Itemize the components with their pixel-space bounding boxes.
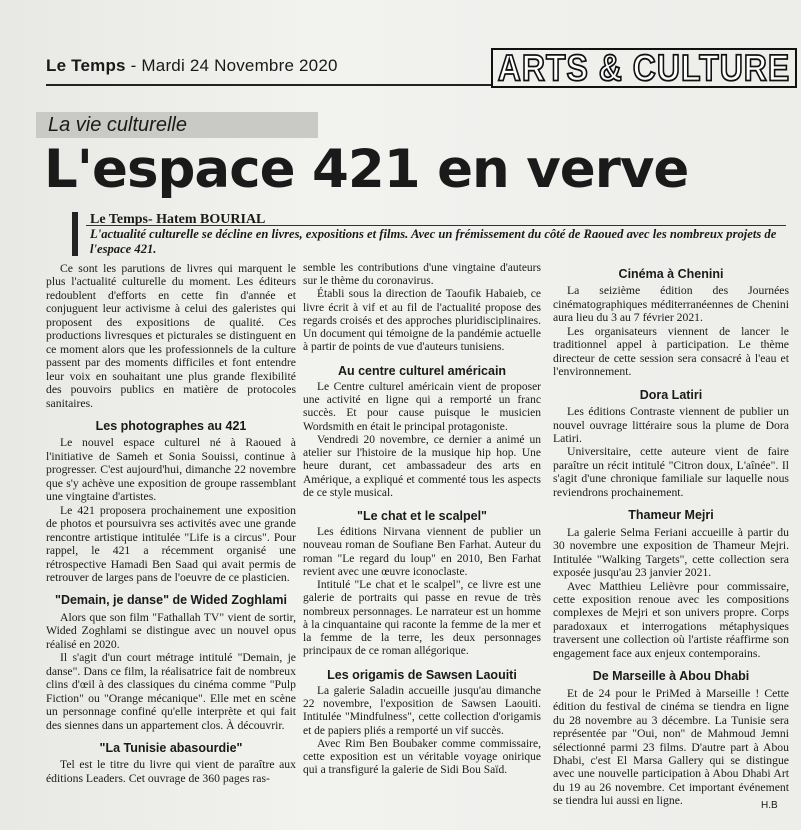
issue-date: - Mardi 24 Novembre 2020: [130, 56, 338, 75]
masthead: [46, 56, 338, 76]
section-banner: [491, 48, 797, 88]
paragraph: Ce sont les parutions de livres qui marquent le plus l'actualité culturelle du moment. Les éditeurs redoublent d'efforts en cette fin d'année et conjuguent leur activisme à celui des galeristes qui proposent des expositions de qualité. Ces productions livresques et picturales se distinguent en ce moment alors que les professionnels de la culture passent par des moments difficiles et font entendre leur voix en souhaitant une plus grande flexibilité des pouvoirs publics en matière de protocoles sanitaires.: [46, 262, 296, 410]
paragraph: Avec Matthieu Lelièvre pour commissaire, cette exposition renoue avec les compositions complexes de Mejri et son univers propre. Corps paradoxaux et interrogations métaphysiques traversent une collection où l'artiste réaffirme son engagement face aux enjeux contemporains.: [553, 579, 789, 660]
paragraph: Et de 24 pour le PriMed à Marseille ! Cette édition du festival de cinéma se tiendra en ligne du 28 novembre au 3 décembre. La Tunisie sera représentée par "Oui, non" de Mahmoud Jemni sélectionné parmi 23 films. D'autre part à Abou Dhabi, c'est El Marsa Gallery qui se distingue avec une nouvelle participation à Abou Dhabi Art du 19 au 26 novembre. Cet important événement se tiendra lui aussi en ligne.: [553, 686, 789, 808]
paragraph: Établi sous la direction de Taoufik Habaieb, ce livre écrit à vif et au fil de l'actualité propose des regards croisés et des approches pluridisciplinaires. Un document qui témoigne de la pandémie actuelle à partir de points de vue d'auteurs tunisiens.: [303, 288, 541, 354]
paragraph: Universitaire, cette auteure vient de faire paraître un récit intitulé "Citron doux, L'aînée". Il s'agit d'une chronique familiale sur laquelle nous reviendrons prochainement.: [553, 445, 789, 499]
paragraph: Le nouvel espace culturel né à Raoued à l'initiative de Sameh et Sonia Souissi, continue à progresser. C'est aujourd'hui, dimanche 22 novembre que s'y achève une exposition de groupe rassemblant une vingtaine d'artistes.: [46, 436, 296, 504]
subheading: De Marseille à Abou Dhabi: [592, 669, 750, 684]
subheading: "Le chat et le scalpel": [357, 508, 487, 523]
paragraph: Avec Rim Ben Boubaker comme commissaire, cette exposition est un véritable voyage onirique qui a transfiguré la galerie de Sidi Bou Saïd.: [303, 737, 541, 777]
signoff: H.B: [761, 800, 778, 811]
paragraph: Intitulé "Le chat et le scalpel", ce livre est une galerie de portraits qui passe en revue de très nombreux personnages. Le narrateur est un homme à la cinquantaine qui raconte la femme de la mer et la femme de la terre, les deux personnages principaux de ce roman allégorique.: [303, 579, 541, 658]
subheading: Les photographes au 421: [95, 418, 247, 433]
paragraph: Le 421 proposera prochainement une exposition de photos et poursuivra ses activités avec une grande rencontre artistique intitulée "Life is a circus". Pour rappel, le 421 a récemment organisé une rétrospective Hamadi Ben Saad qui avait permis de retrouver de larges pans de l'oeuvre de ce plasticien.: [46, 503, 296, 584]
subheading: Cinéma à Chenini: [618, 267, 724, 281]
headline: L'espace 421 en verve: [44, 139, 689, 200]
paragraph: Tel est le titre du livre qui vient de paraître aux éditions Leaders. Cet ouvrage de 360 pages ras-: [46, 758, 296, 785]
subheading: Les origamis de Sawsen Laouiti: [327, 667, 517, 682]
subheading: Au centre culturel américain: [337, 363, 507, 378]
subheading: "Demain, je danse" de Wided Zoghlami: [55, 593, 287, 608]
paragraph: La galerie Saladin accueille jusqu'au dimanche 22 novembre, l'exposition de Sawsen Laouiti. Intitulée "Mindfulness", cette collection d'origamis et de papiers pliés a remporté un vif succès.: [303, 684, 541, 737]
paragraph: Les éditions Nirvana viennent de publier un nouveau roman de Soufiane Ben Farhat. Auteur du roman "Le regard du loup" en 2010, Ben Farhat revient avec une œuvre iconoclaste.: [303, 526, 541, 578]
paragraph: Il s'agit d'un court métrage intitulé "Demain, je danse". Dans ce film, la réalisatrice fait de nombreux clins d'œil à des classiques du cinéma comme "Pulp Fiction" ou "Orange mécanique". Elle met en scène un personnage confiné qu'elle interprète et qui fait des siennes dans un appartement clos. À découvrir.: [46, 651, 296, 732]
lead-paragraph: L'actualité culturelle se décline en livres, expositions et films. Avec un frémissement du côté de Raoued avec les nombreux projets de l'espace 421.: [90, 227, 777, 256]
paragraph: Le Centre culturel américain vient de proposer une activité en ligne qui a remporté un franc succès. Et pour cause puisque le musicien Wordsmith en était le principal protagoniste.: [303, 380, 541, 433]
subheading: Dora Latiri: [639, 387, 703, 402]
byline: Le Temps- Hatem BOURIAL: [90, 212, 266, 227]
paragraph: La seizième édition des Journées cinématographiques méditerranéennes de Chenini aura lieu du 3 au 7 février 2021.: [553, 284, 789, 325]
paragraph: Les organisateurs viennent de lancer le traditionnel appel à participation. Le thème directeur de cette session sera consacré à l'eau et l'environnement.: [553, 324, 789, 379]
subheading: "La Tunisie abasourdie": [99, 740, 243, 755]
column-1: [46, 262, 296, 785]
paper-name: Le Temps: [46, 56, 126, 75]
subheading: Thameur Mejri: [628, 508, 714, 523]
column-3: [553, 262, 789, 808]
paragraph: semble les contributions d'une vingtaine d'auteurs sur le thème du coronavirus.: [303, 262, 541, 288]
paragraph: Vendredi 20 novembre, ce dernier a animé un atelier sur l'histoire de la musique hip hop. Une heure durant, cet ambassadeur des arts en Amérique, a expliqué et commenté tous les aspects de ce style musical.: [303, 433, 541, 499]
paragraph: Alors que son film "Fathallah TV" vient de sortir, Wided Zoghlami se distingue avec un nouvel opus réalisé en 2020.: [46, 610, 296, 651]
kicker: La vie culturelle: [36, 112, 318, 138]
paragraph: La galerie Selma Feriani accueille à partir du 30 novembre une exposition de Thameur Mejri. Intitulée "Walking Targets", cette collection sera exposée jusqu'au 23 janvier 2021.: [553, 525, 789, 580]
lead-rule: [86, 225, 786, 226]
section-title: ARTS & CULTURE: [497, 46, 791, 89]
paragraph: Les éditions Contraste viennent de publier un nouvel ouvrage littéraire sous la plume de Dora Latiri.: [553, 405, 789, 445]
column-2: [303, 262, 541, 777]
masthead-rule: [46, 84, 491, 86]
lead-bar: [72, 212, 78, 256]
